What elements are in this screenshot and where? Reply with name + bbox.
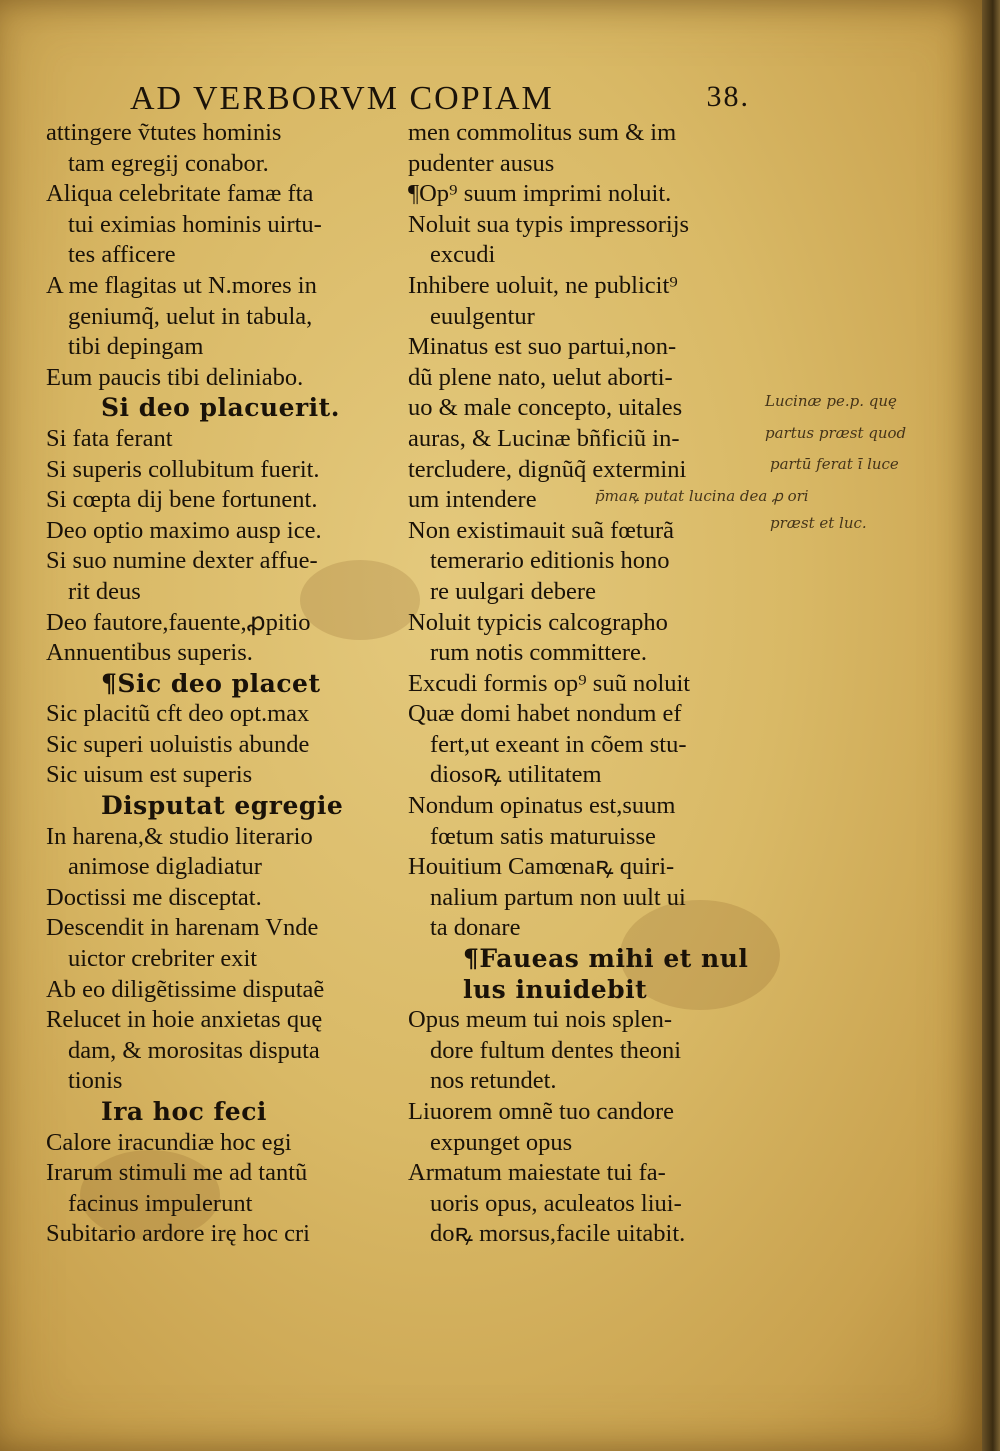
text-line: uo & male concepto, uitales bbox=[408, 394, 683, 422]
text-line: tibi depingam bbox=[68, 333, 204, 361]
text-line: diosoꝶ utilitatem bbox=[430, 761, 602, 789]
text-line: Irarum stimuli me ad tantũ bbox=[46, 1159, 308, 1187]
margin-note: præst et luc. bbox=[770, 514, 867, 532]
section-heading: Disputat egregie bbox=[101, 791, 344, 821]
section-heading: ¶Sic deo placet bbox=[101, 668, 321, 698]
text-line: A me flagitas ut N.mores in bbox=[46, 271, 317, 299]
text-line: Noluit sua typis impressorijs bbox=[408, 210, 690, 238]
text-line: Houitium Camœnaꝶ quiri- bbox=[408, 853, 675, 881]
text-line: Minatus est suo partui,non- bbox=[408, 333, 677, 361]
text-line: Si superis collubitum fuerit. bbox=[46, 455, 320, 483]
text-line: rum notis committere. bbox=[430, 639, 648, 667]
text-line: Sic uisum est superis bbox=[46, 761, 253, 789]
text-line: animose digladiatur bbox=[68, 853, 262, 881]
section-heading: lus inuidebit bbox=[463, 974, 648, 1004]
text-line: nalium partum non uult ui bbox=[430, 883, 686, 911]
text-line: Si suo numine dexter affue- bbox=[46, 547, 318, 575]
text-line: euulgentur bbox=[430, 302, 535, 330]
text-line: tam egregij conabor. bbox=[68, 149, 269, 177]
text-line: Sic superi uoluistis abunde bbox=[46, 730, 310, 758]
text-line: dore fultum dentes theoni bbox=[430, 1036, 682, 1064]
text-line: uoris opus, aculeatos liui- bbox=[430, 1189, 682, 1217]
running-header bbox=[130, 80, 770, 120]
text-line: tui eximias hominis uirtu- bbox=[68, 210, 322, 238]
text-line: Noluit typicis calcographo bbox=[408, 608, 668, 636]
text-line: ta donare bbox=[430, 914, 521, 942]
text-line: Non existimauit suã fœturã bbox=[408, 516, 675, 544]
text-line: Descendit in harenam Vnde bbox=[46, 914, 319, 942]
text-line: Nondum opinatus est,suum bbox=[408, 792, 676, 820]
margin-note: partus præst quod bbox=[765, 424, 907, 442]
text-line: temerario editionis hono bbox=[430, 547, 670, 575]
text-line: facinus impulerunt bbox=[68, 1189, 253, 1217]
text-line: fœtum satis maturuisse bbox=[430, 822, 656, 850]
text-line: men commolitus sum & im bbox=[408, 119, 677, 146]
text-line: Annuentibus superis. bbox=[46, 639, 253, 667]
text-line: In harena,& studio literario bbox=[46, 822, 313, 850]
text-line: Subitario ardore irę hoc cri bbox=[46, 1220, 310, 1248]
text-line: doꝶ morsus,facile uitabit. bbox=[430, 1220, 686, 1248]
text-line: auras, & Lucinæ bñficiũ in- bbox=[408, 424, 680, 452]
text-line: Deo fautore,fauente,ꝓpitio bbox=[46, 608, 311, 636]
text-line: Doctissi me disceptat. bbox=[46, 883, 262, 911]
text-line: attingere ṽtutes hominis bbox=[46, 119, 282, 146]
running-title: AD VERBORVM COPIAM bbox=[130, 80, 554, 117]
folio-number: 38. bbox=[706, 80, 750, 113]
text-line: uictor crebriter exit bbox=[68, 945, 258, 973]
section-heading: Si deo placuerit. bbox=[101, 393, 340, 423]
text-line: Calore iracundiæ hoc egi bbox=[46, 1128, 292, 1156]
text-line: pudenter ausus bbox=[408, 149, 555, 177]
section-heading: Ira hoc feci bbox=[101, 1097, 267, 1126]
text-line: dũ plene nato, uelut aborti- bbox=[408, 363, 673, 391]
text-line: Ab eo diligẽtissime disputaẽ bbox=[46, 975, 325, 1003]
text-line: Eum paucis tibi deliniabo. bbox=[46, 363, 304, 391]
text-line: expunget opus bbox=[430, 1128, 573, 1156]
margin-note: partū ferat ī luce bbox=[770, 455, 899, 473]
text-line: Si cœpta dij bene fortunent. bbox=[46, 486, 318, 514]
text-line: dam, & morositas disputa bbox=[68, 1036, 320, 1064]
text-line: geniumq̃, uelut in tabula, bbox=[68, 302, 313, 330]
text-line: ¶Op⁹ suum imprimi noluit. bbox=[408, 180, 672, 208]
text-line: Sic placitũ cft deo opt.max bbox=[46, 700, 310, 728]
text-line: Relucet in hoie anxietas quę bbox=[46, 1006, 323, 1034]
text-line: um intendere bbox=[408, 486, 537, 514]
text-line: Si fata ferant bbox=[46, 424, 173, 452]
text-line: re uulgari debere bbox=[430, 577, 596, 605]
text-line: Quæ domi habet nondum ef bbox=[408, 700, 682, 728]
margin-note: Lucinæ pe.p. quę bbox=[765, 392, 897, 410]
text-line: Aliqua celebritate famæ fta bbox=[46, 180, 314, 208]
text-line: rit deus bbox=[68, 577, 141, 605]
right-column bbox=[408, 118, 768, 1250]
section-heading: ¶Faueas mihi et nul bbox=[463, 944, 749, 974]
text-line: tionis bbox=[68, 1067, 123, 1095]
margin-note: p̄maꝶ putat lucina dea ꝓ ori bbox=[595, 487, 809, 505]
text-line: Armatum maiestate tui fa- bbox=[408, 1159, 666, 1187]
page-edge bbox=[982, 0, 1000, 1451]
text-line: Inhibere uoluit, ne publicit⁹ bbox=[408, 271, 678, 299]
text-line: tes afficere bbox=[68, 241, 176, 269]
text-line: Liuorem omnẽ tuo candore bbox=[408, 1098, 675, 1125]
text-line: Opus meum tui nois splen- bbox=[408, 1006, 673, 1034]
text-line: fert,ut exeant in cõem stu- bbox=[430, 730, 687, 758]
text-line: excudi bbox=[430, 241, 496, 269]
text-line: Excudi formis op⁹ suũ noluit bbox=[408, 669, 691, 697]
text-line: Deo optio maximo ausp ice. bbox=[46, 516, 322, 544]
left-column bbox=[46, 118, 406, 1250]
text-line: nos retundet. bbox=[430, 1067, 557, 1095]
text-line: tercludere, dignũq̃ extermini bbox=[408, 455, 687, 483]
